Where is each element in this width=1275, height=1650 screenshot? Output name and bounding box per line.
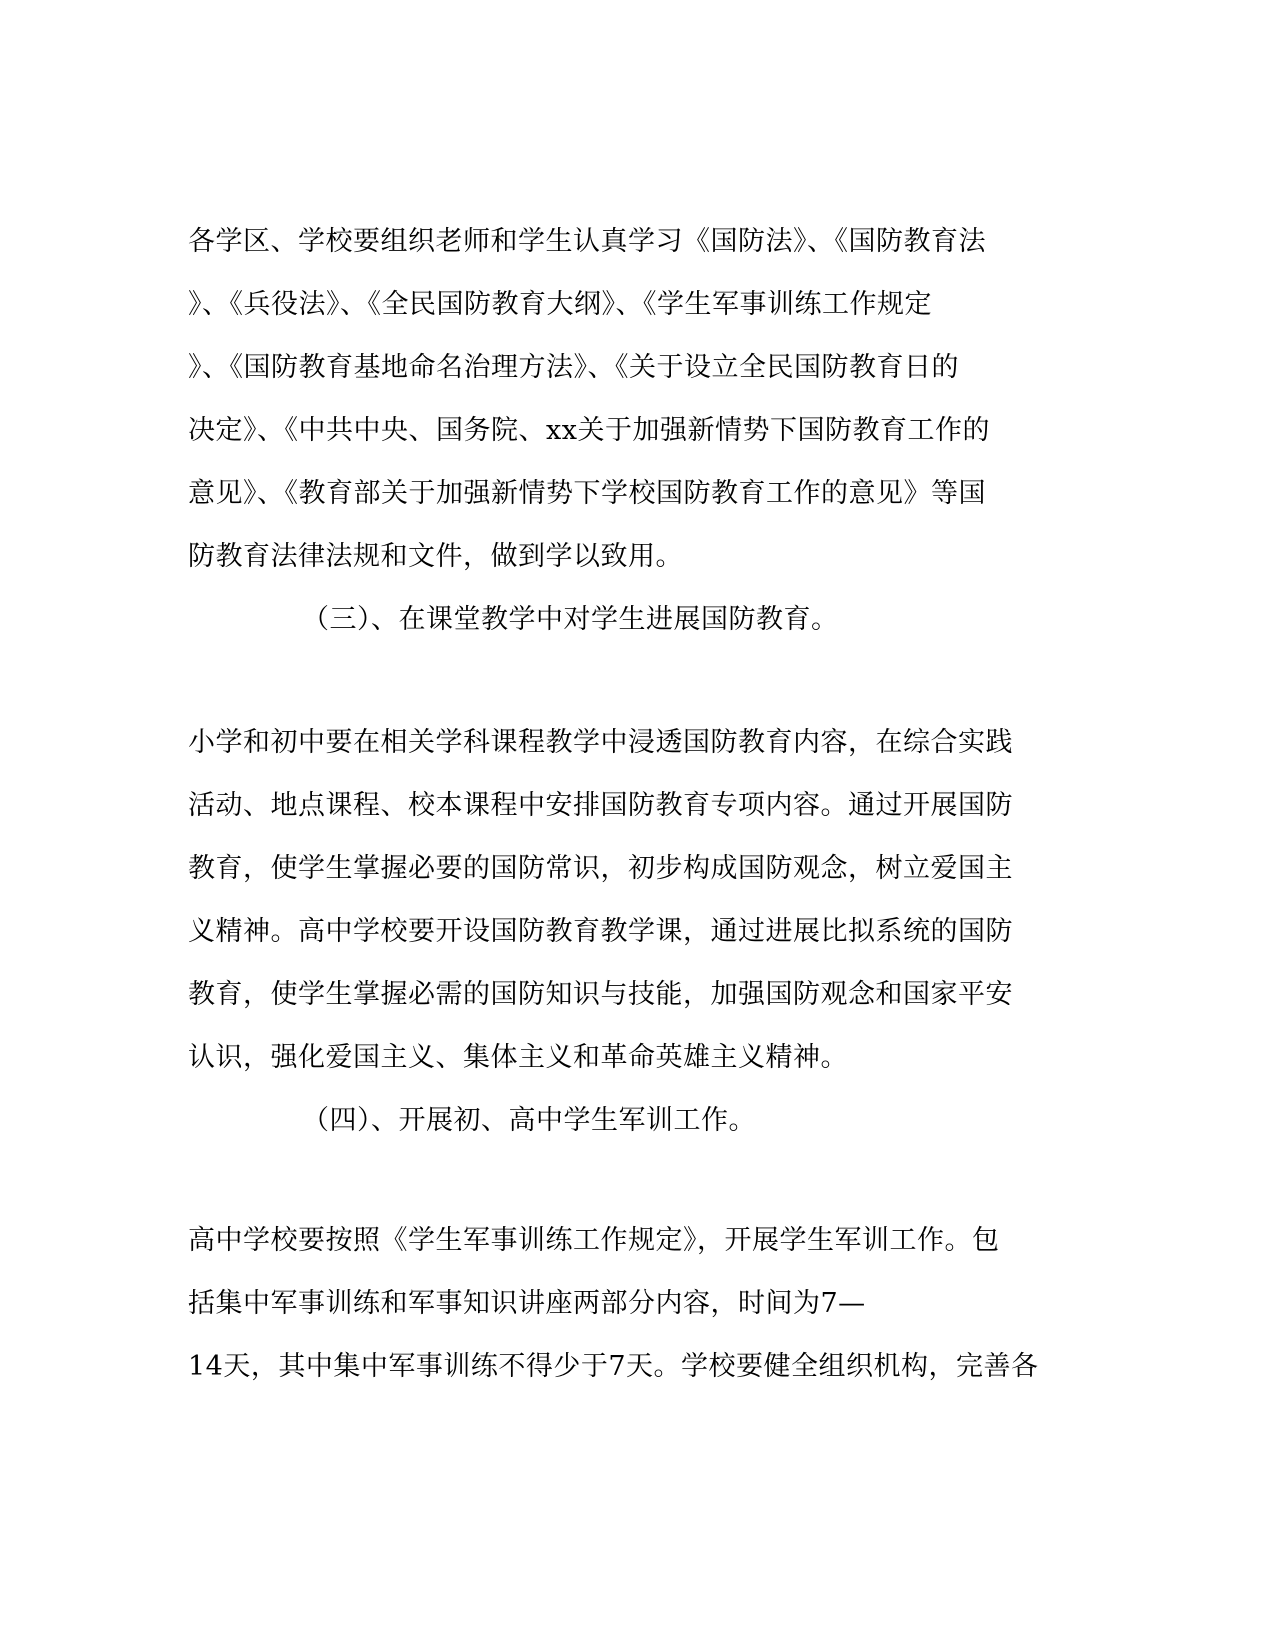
paragraph-1-line-6: 防教育法律法规和文件，做到学以致用。 <box>188 541 683 572</box>
paragraph-2-line-1: 小学和初中要在相关学科课程教学中浸透国防教育内容，在综合实践 <box>188 727 1013 758</box>
paragraph-2-line-6: 认识，强化爱国主义、集体主义和革命英雄主义精神。 <box>188 1042 848 1073</box>
paragraph-1-line-3: 》、《国防教育基地命名治理方法》、《关于设立全民国防教育日的 <box>188 352 959 383</box>
paragraph-1-line-1: 各学区、学校要组织老师和学生认真学习《国防法》、《国防教育法 <box>188 226 986 257</box>
paragraph-1-line-4: 决定》、《中共中央、国务院、xx关于加强新情势下国防教育工作的 <box>188 415 990 446</box>
paragraph-3-line-2: 括集中军事训练和军事知识讲座两部分内容，时间为7— <box>188 1288 866 1319</box>
paragraph-2-line-2: 活动、地点课程、校本课程中安排国防教育专项内容。通过开展国防 <box>188 790 1013 821</box>
paragraph-3-line-3: 14天，其中集中军事训练不得少于7天。学校要健全组织机构，完善各 <box>188 1351 1039 1382</box>
paragraph-1-line-2: 》、《兵役法》、《全民国防教育大纲》、《学生军事训练工作规定 <box>188 289 932 320</box>
paragraph-2-line-4: 义精神。高中学校要开设国防教育教学课，通过进展比拟系统的国防 <box>188 916 1013 947</box>
paragraph-3-line-1: 高中学校要按照《学生军事训练工作规定》，开展学生军训工作。包 <box>188 1225 1000 1256</box>
paragraph-2-line-5: 教育，使学生掌握必需的国防知识与技能，加强国防观念和国家平安 <box>188 979 1013 1010</box>
paragraph-1-line-5: 意见》、《教育部关于加强新情势下学校国防教育工作的意见》等国 <box>188 478 986 509</box>
section-heading-4: （四）、开展初、高中学生军训工作。 <box>302 1105 756 1136</box>
paragraph-2-line-3: 教育，使学生掌握必要的国防常识，初步构成国防观念，树立爱国主 <box>188 853 1013 884</box>
section-heading-3: （三）、在课堂教学中对学生进展国防教育。 <box>302 604 839 635</box>
